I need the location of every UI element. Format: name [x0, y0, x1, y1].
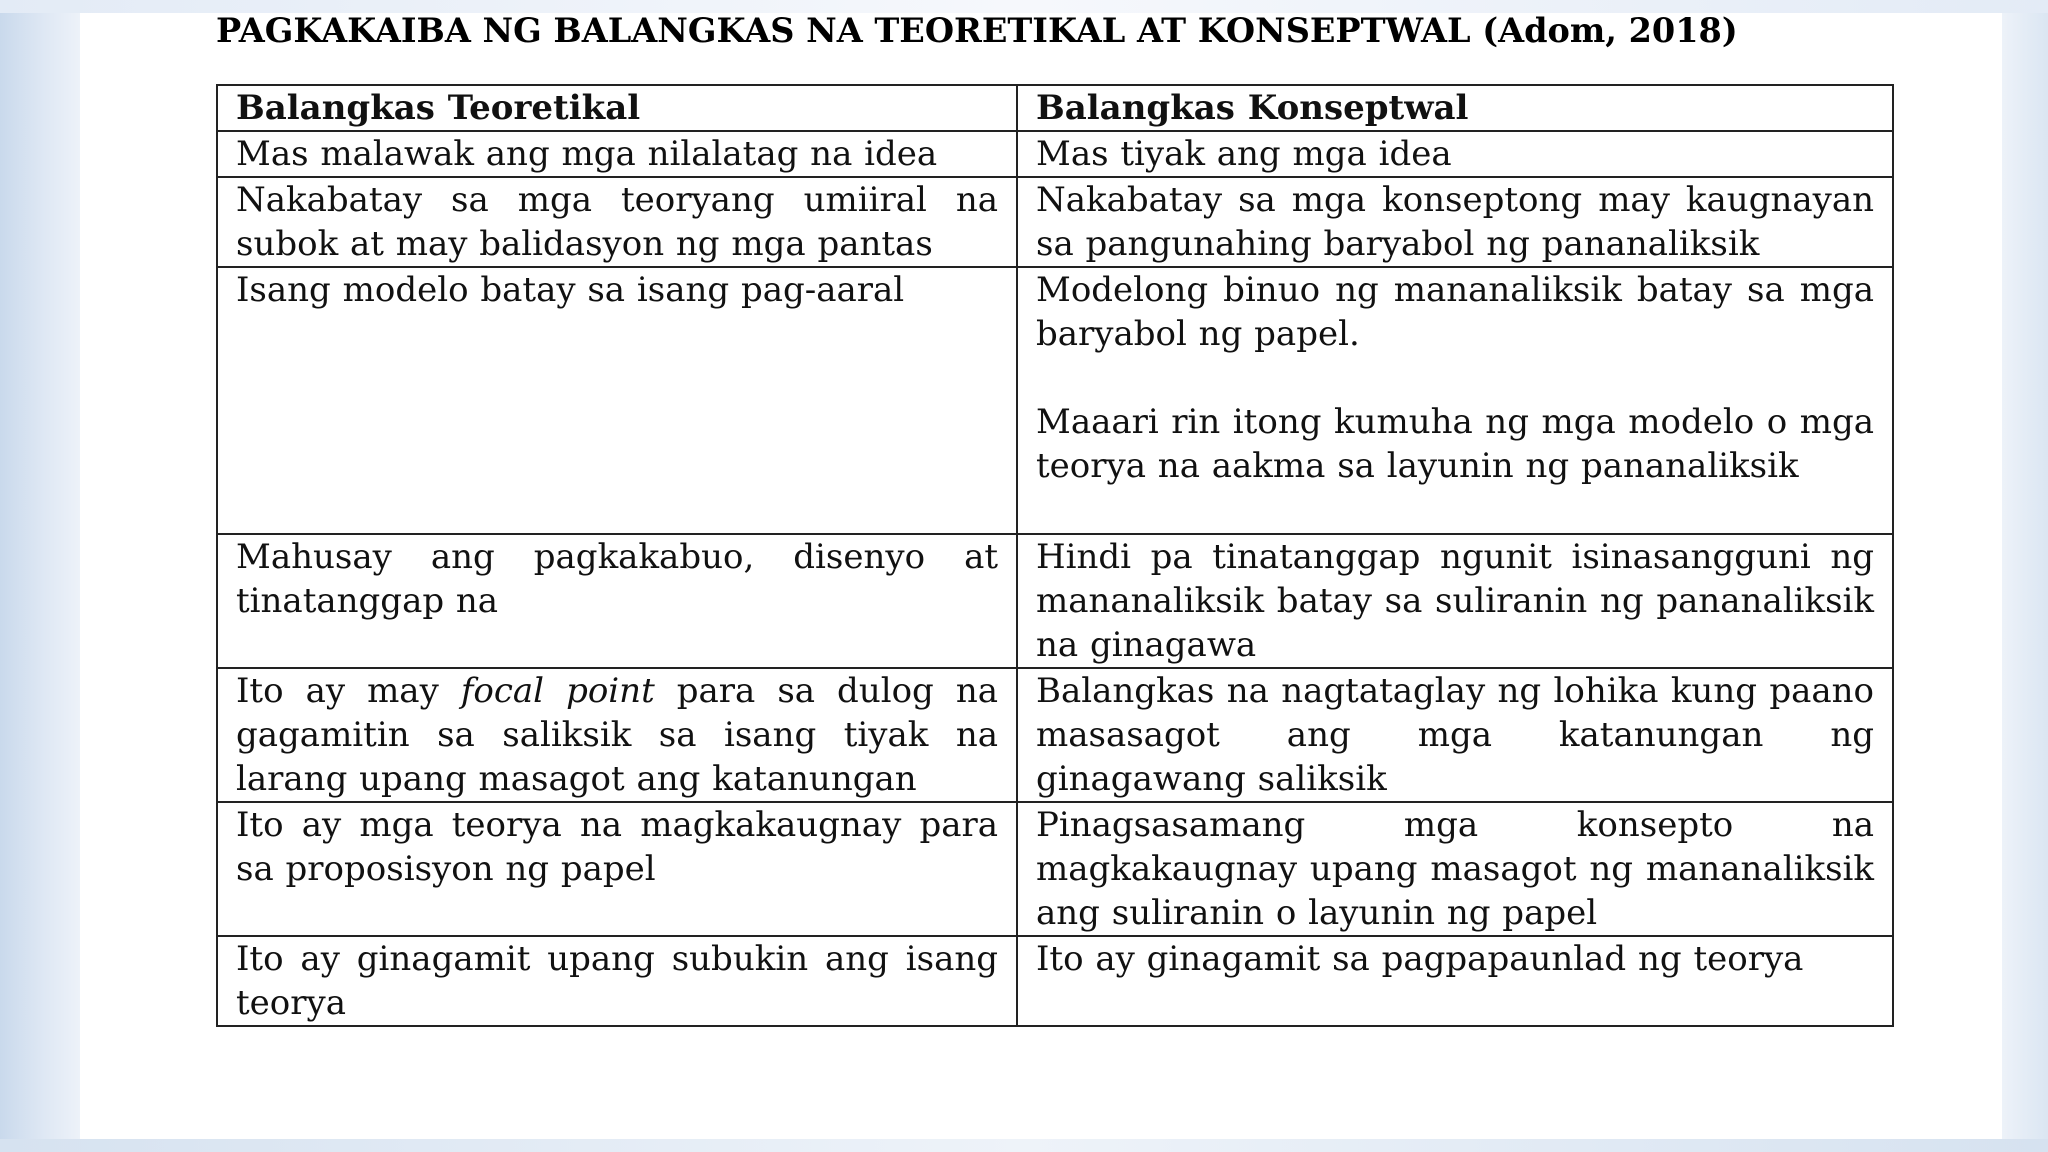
header-conceptual: Balangkas Konseptwal: [1017, 85, 1893, 131]
cell-conceptual: Nakabatay sa mga konseptong may kaugnayan sa pangunahing baryabol ng pananaliksik: [1017, 177, 1893, 267]
cell-conceptual: Pinagsasamang mga konsepto na magkakaugnay upang masagot ng mananaliksik ang suliranin o layunin ng papel: [1017, 802, 1893, 936]
cell-theoretical: Ito ay mga teorya na magkakaugnay para sa proposisyon ng papel: [217, 802, 1017, 936]
cell-theoretical: Mas malawak ang mga nilalatag na idea: [217, 131, 1017, 177]
cell-conceptual: Hindi pa tinatanggap ngunit isinasangguni ng mananaliksik batay sa suliranin ng pananaliksik na ginagawa: [1017, 534, 1893, 668]
cell-theoretical: Nakabatay sa mga teoryang umiiral na subok at may balidasyon ng mga pantas: [217, 177, 1017, 267]
cell-theoretical: Isang modelo batay sa isang pag-aaral: [217, 267, 1017, 534]
cell-theoretical-text-start: Ito ay may: [236, 671, 461, 711]
cell-theoretical: Mahusay ang pagkakabuo, disenyo at tinatanggap na: [217, 534, 1017, 668]
cell-conceptual-paragraph-2: Maaari rin itong kumuha ng mga modelo o mga teorya na aakma sa layunin ng pananaliksik: [1036, 402, 1874, 486]
cell-theoretical-italic-term: focal point: [460, 671, 655, 711]
background-bottom-band: [0, 1139, 2048, 1152]
cell-theoretical: Ito ay ginagamit upang subukin ang isang teorya: [217, 936, 1017, 1026]
table-row: [217, 668, 1893, 802]
cell-conceptual: Balangkas na nagtataglay ng lohika kung paano masasagot ang mga katanungan ng ginagawang saliksik: [1017, 668, 1893, 802]
header-theoretical: Balangkas Teoretikal: [217, 85, 1017, 131]
cell-conceptual: Mas tiyak ang mga idea: [1017, 131, 1893, 177]
cell-conceptual: [1017, 267, 1893, 534]
table-header-row: [217, 85, 1893, 131]
cell-theoretical-text-end: para sa dulog na gagamitin sa saliksik sa isang tiyak na larang upang masagot ang katanungan: [236, 671, 999, 799]
table-row: [217, 177, 1893, 267]
table-row: [217, 534, 1893, 668]
table-row: [217, 131, 1893, 177]
table-row: [217, 936, 1893, 1026]
cell-conceptual-paragraph-1: Modelong binuo ng mananaliksik batay sa mga baryabol ng papel.: [1036, 270, 1874, 354]
cell-theoretical: [217, 668, 1017, 802]
table-row: [217, 802, 1893, 936]
cell-conceptual: Ito ay ginagamit sa pagpapaunlad ng teorya: [1017, 936, 1893, 1026]
comparison-table: [216, 84, 1894, 1027]
slide-title: PAGKAKAIBA NG BALANGKAS NA TEORETIKAL AT KONSEPTWAL (Adom, 2018): [216, 11, 1738, 50]
table-row: [217, 267, 1893, 534]
paragraph-gap: [1036, 356, 1874, 400]
